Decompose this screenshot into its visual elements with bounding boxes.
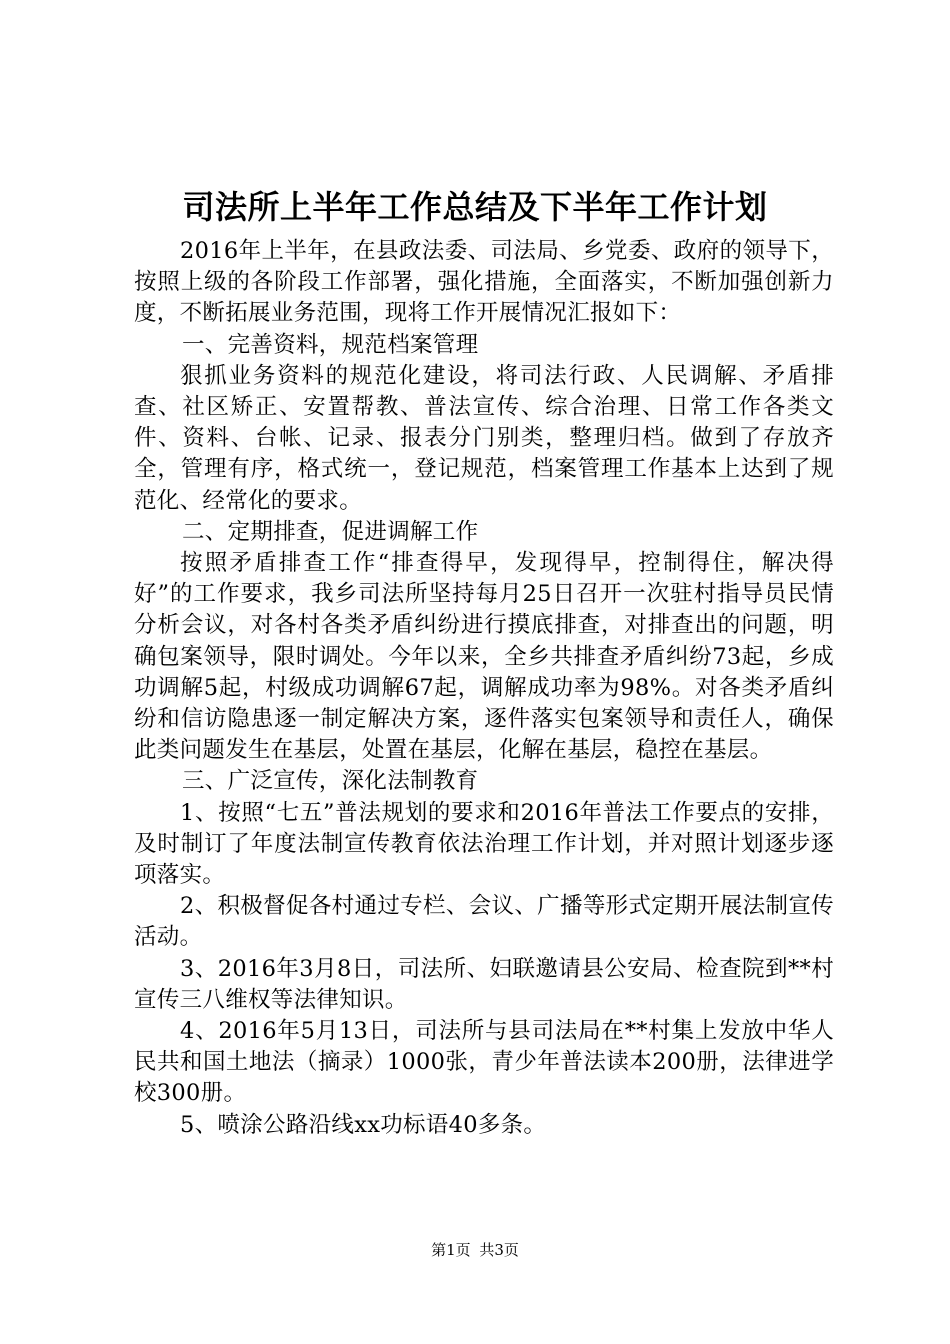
page-number: 第1页 [431,1241,471,1259]
document-body [134,236,834,1141]
document-title: 司法所上半年工作总结及下半年工作计划 [182,188,768,226]
intro-paragraph: 2016年上半年，在县政法委、司法局、乡党委、政府的领导下，按照上级的各阶段工作部署，强化措施，全面落实，不断加强创新力度，不断拓展业务范围，现将工作开展情况汇报如下： [134,238,834,327]
section-3-item-2: 2、积极督促各村通过专栏、会议、广播等形式定期开展法制宣传活动。 [134,893,834,951]
section-3-item-3: 3、2016年3月8日，司法所、妇联邀请县公安局、检查院到**村宣传三八维权等法律知识。 [134,955,834,1013]
page-total: 共3页 [479,1241,519,1259]
section-heading-2: 二、定期排查，促进调解工作 [182,518,479,545]
section-3-item-1: 1、按照“七五”普法规划的要求和2016年普法工作要点的安排，及时制订了年度法制宣传教育依法治理工作计划，并对照计划逐步逐项落实。 [134,799,834,889]
page-footer [0,1240,950,1260]
section-heading-3: 三、广泛宣传，深化法制教育 [182,768,479,795]
section-2-paragraph: 按照矛盾排查工作“排查得早，发现得早，控制得住，解决得好”的工作要求，我乡司法所坚持每月25日召开一次驻村指导员民情分析会议，对各村各类矛盾纠纷进行摸底排查，对排查出的问题，明确包案领导，限时调处。今年以来，全乡共排查矛盾纠纷73起，乡成功调解5起，村级成功调解67起，调解成功率为98%。对各类矛盾纠纷和信访隐患逐一制定解决方案，逐件落实包案领导和责任人，确保此类问题发生在基层，处置在基层，化解在基层，稳控在基层。 [134,550,834,764]
section-3-item-4: 4、2016年5月13日，司法所与县司法局在**村集上发放中华人民共和国土地法（摘录）1000张，青少年普法读本200册，法律进学校300册。 [134,1018,834,1107]
section-1-paragraph: 狠抓业务资料的规范化建设，将司法行政、人民调解、矛盾排查、社区矫正、安置帮教、普法宣传、综合治理、日常工作各类文件、资料、台帐、记录、报表分门别类，整理归档。做到了存放齐全，管理有序，格式统一，登记规范，档案管理工作基本上达到了规范化、经常化的要求。 [134,362,834,514]
section-3-item-5: 5、喷涂公路沿线xx功标语40多条。 [180,1111,547,1138]
section-heading-1: 一、完善资料，规范档案管理 [182,331,479,358]
